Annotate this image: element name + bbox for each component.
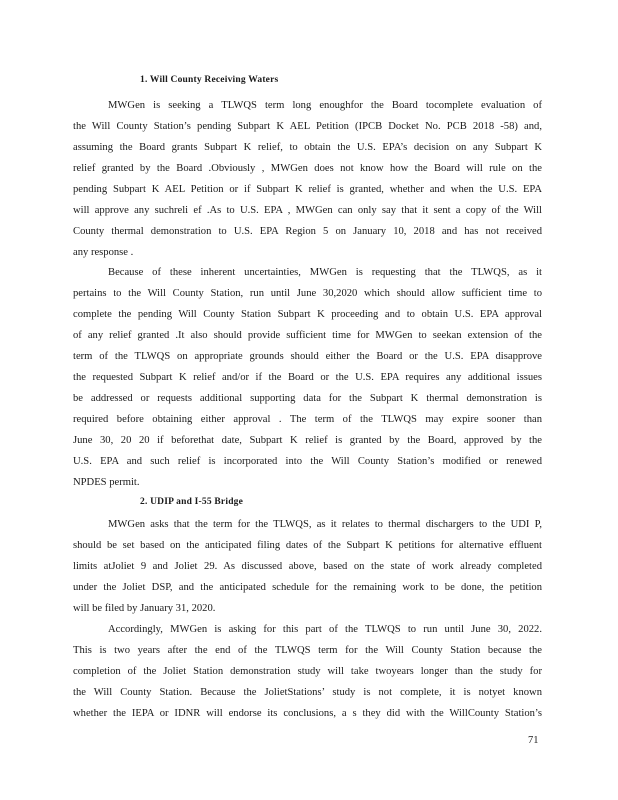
section-heading-udip-bridge: 2. UDIP and I-55 Bridge: [140, 497, 244, 507]
body-line: limits atJoliet 9 and Joliet 29. As discussed above, based on the state of work already completed: [73, 561, 542, 572]
body-line: complete the pending Will County Station Subpart K proceeding and to obtain U.S. EPA approval: [73, 309, 542, 320]
body-line: MWGen is seeking a TLWQS term long enoughfor the Board tocomplete evaluation of: [108, 100, 542, 111]
body-line: the Will County Station. Because the JolietStations’ study is not complete, it is notyet known: [73, 687, 542, 698]
body-line: U.S. EPA and such relief is incorporated into the Will County Station’s modified or renewed: [73, 456, 542, 467]
body-line: under the Joliet DSP, and the anticipated schedule for the remaining work to be done, the petition: [73, 582, 542, 593]
body-line: the Will County Station’s pending Subpart K AEL Petition (IPCB Docket No. PCB 2018 -58) and,: [73, 121, 542, 132]
body-line: NPDES permit.: [73, 477, 140, 488]
body-line: Because of these inherent uncertainties, MWGen is requesting that the TLWQS, as it: [108, 267, 542, 278]
body-line: will approve any suchreli ef .As to U.S. EPA , MWGen can only say that it sent a copy of the Will: [73, 205, 542, 216]
body-line: pending Subpart K AEL Petition or if Subpart K relief is granted, whether and when the U.S. EPA: [73, 184, 542, 195]
body-line: should be set based on the anticipated filing dates of the Subpart K petitions for alternative effluent: [73, 540, 542, 551]
body-line: relief granted by the Board .Obviously , MWGen does not know how the Board will rule on the: [73, 163, 542, 174]
body-line: June 30, 20 20 if beforethat date, Subpart K relief is granted by the Board, approved by the: [73, 435, 542, 446]
body-line: will be filed by January 31, 2020.: [73, 603, 216, 614]
body-line: any response .: [73, 247, 134, 258]
body-line: the requested Subpart K relief and/or if the Board or the U.S. EPA requires any additional issues: [73, 372, 542, 383]
body-line: required before obtaining either approval . The term of the TLWQS may expire sooner than: [73, 414, 542, 425]
body-line: be addressed or requests additional supporting data for the Subpart K thermal demonstration is: [73, 393, 542, 404]
body-line: assuming the Board grants Subpart K relief, to obtain the U.S. EPA’s decision on any Subpart K: [73, 142, 542, 153]
page-number: 71: [528, 735, 539, 746]
body-line: completion of the Joliet Station demonstration study will take twoyears longer than the study for: [73, 666, 542, 677]
body-line: whether the IEPA or IDNR will endorse its conclusions, a s they did with the WillCounty Station’s: [73, 708, 542, 719]
body-line: This is two years after the end of the TLWQS term for the Will County Station because the: [73, 645, 542, 656]
body-line: MWGen asks that the term for the TLWQS, as it relates to thermal dischargers to the UDI P,: [108, 519, 542, 530]
section-heading-will-county: 1. Will County Receiving Waters: [140, 75, 279, 85]
body-line: Accordingly, MWGen is asking for this part of the TLWQS to run until June 30, 2022.: [108, 624, 542, 635]
body-line: pertains to the Will County Station, run until June 30,2020 which should allow sufficient time to: [73, 288, 542, 299]
body-line: County thermal demonstration to U.S. EPA Region 5 on January 10, 2018 and has not received: [73, 226, 542, 237]
body-line: term of the TLWQS on appropriate grounds should either the Board or the U.S. EPA disapprove: [73, 351, 542, 362]
body-line: of any relief granted .It also should provide sufficient time for MWGen to seekan extension of the: [73, 330, 542, 341]
